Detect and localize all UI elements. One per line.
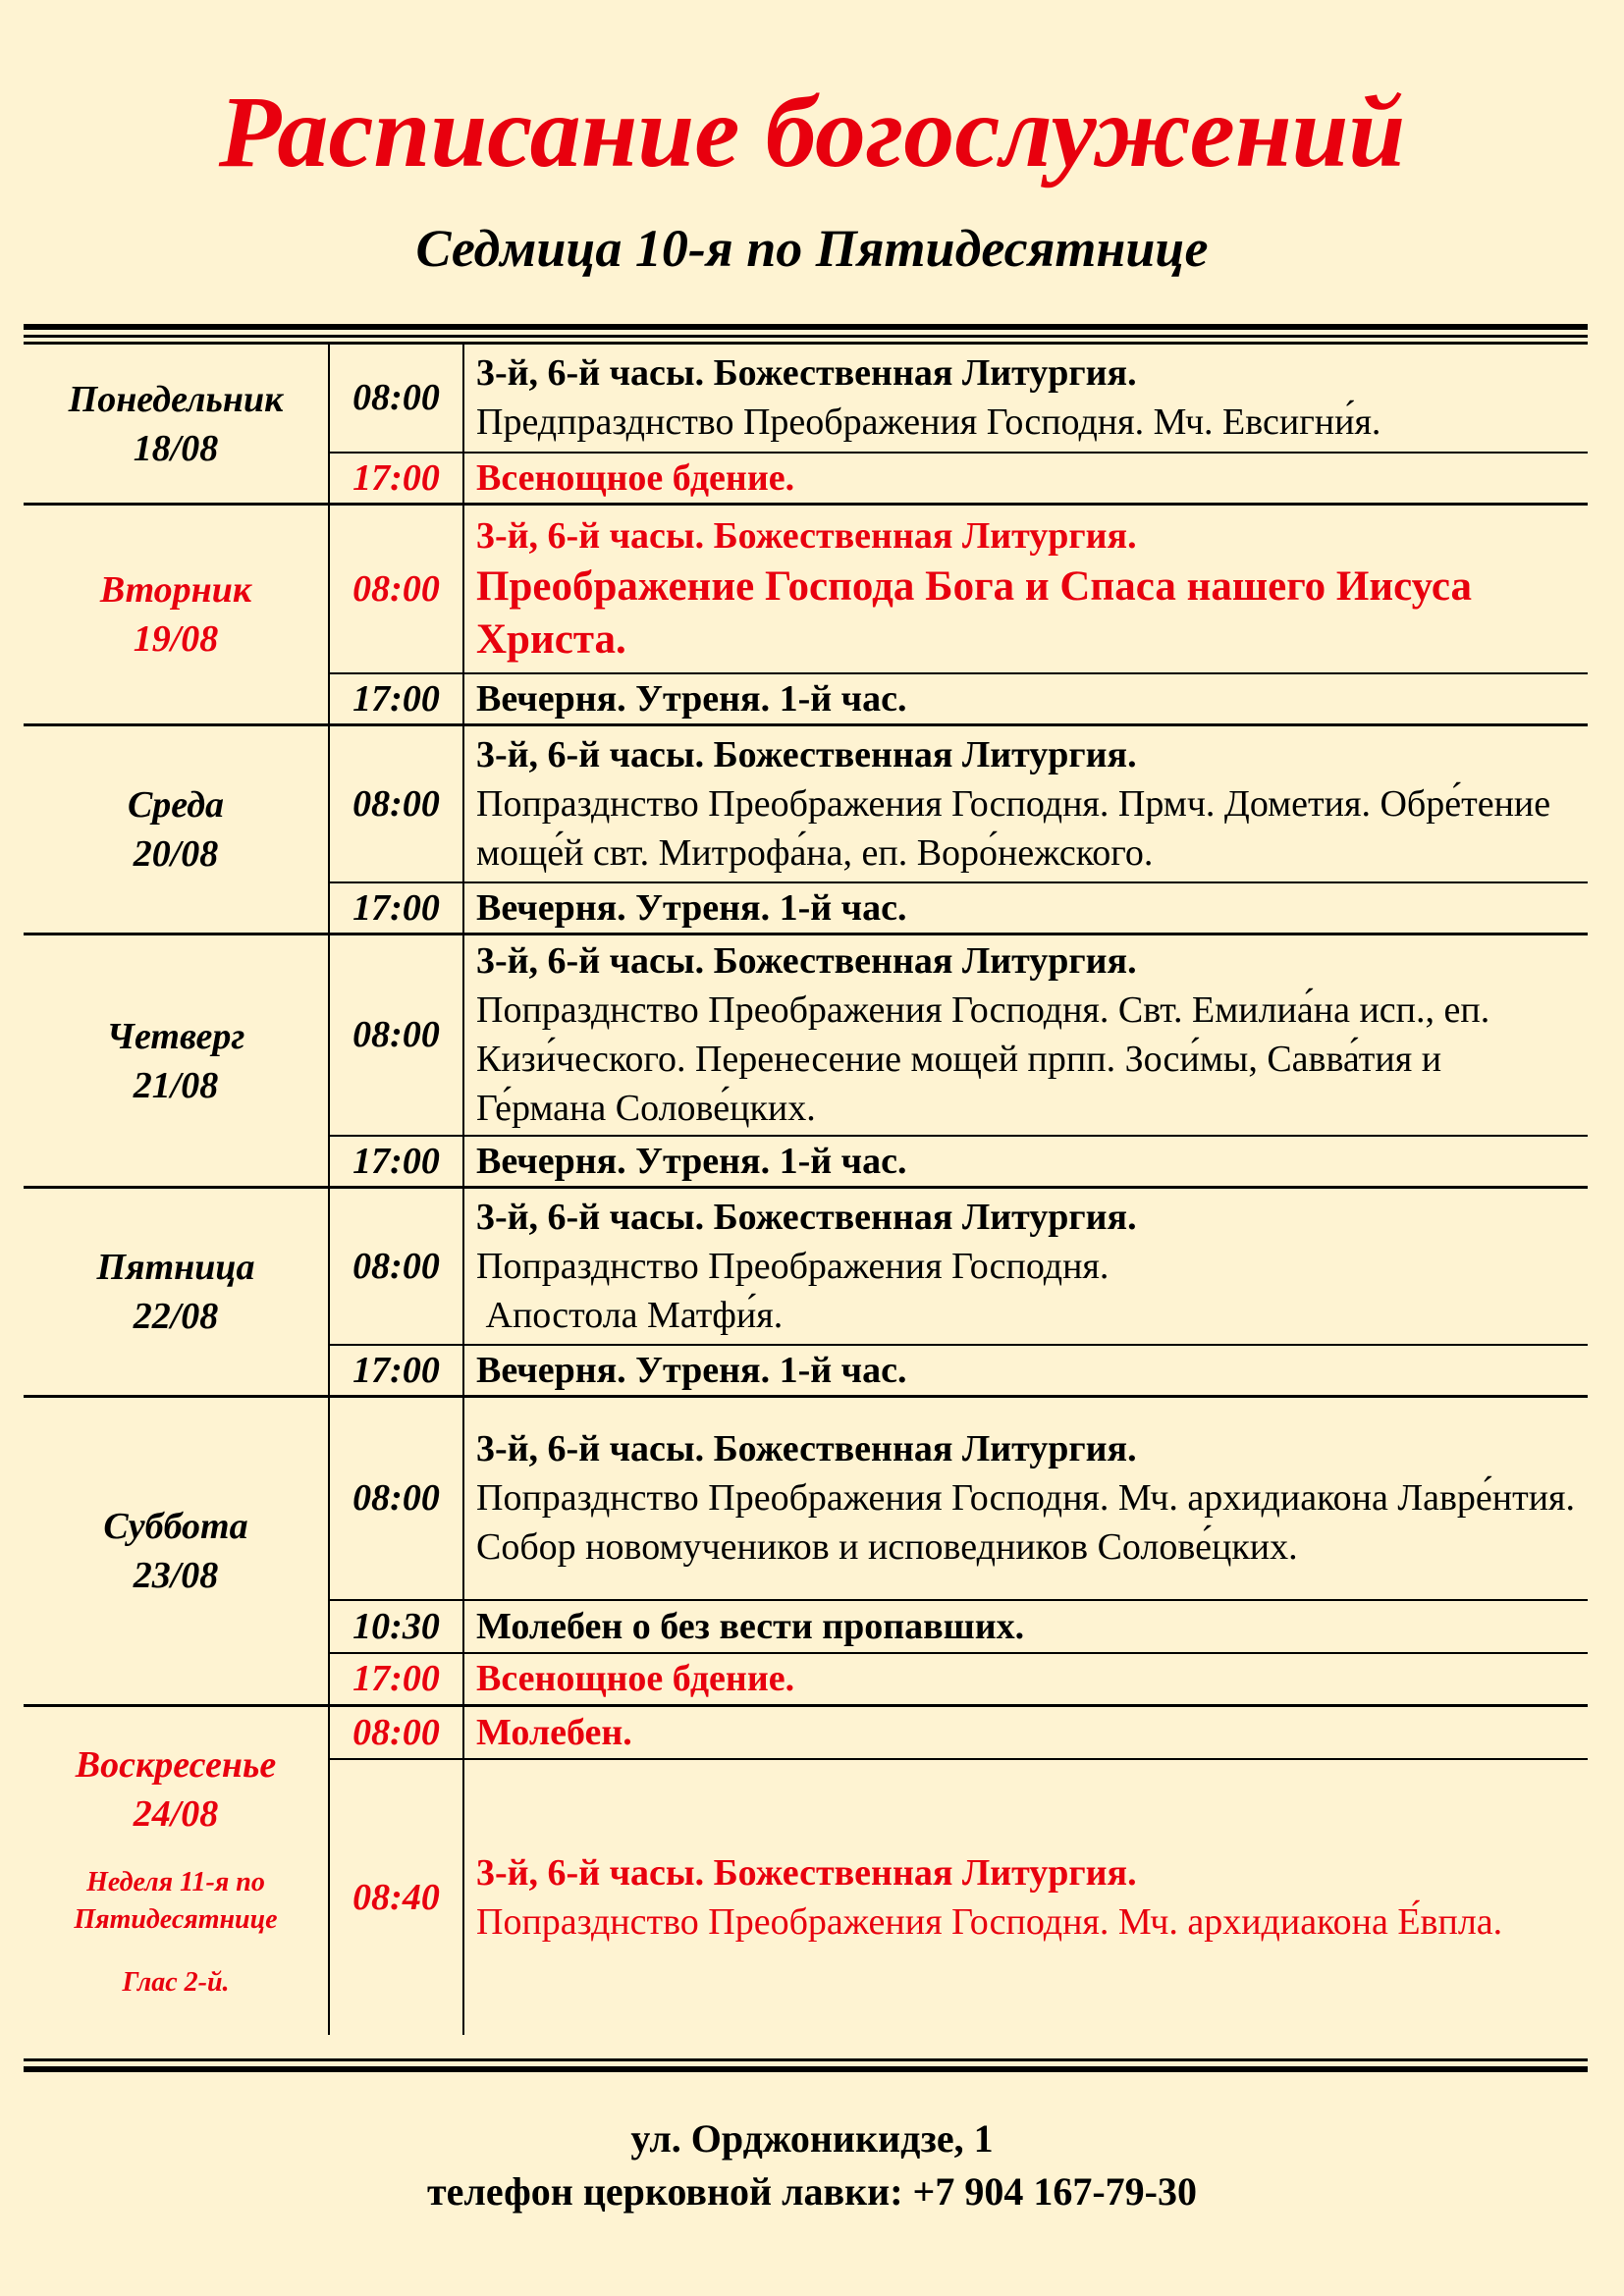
top-rule-thick [24,324,1588,330]
service-title: Молебен о без вести пропавших. [463,1600,1588,1653]
day-date: 19/08 [133,618,219,660]
spacer [24,1839,328,1864]
day-cell [24,505,329,725]
shop-phone: телефон церковной лавки: +7 904 167-79-30 [427,2169,1197,2214]
day-name: Четверг [106,1015,245,1057]
service-title: 3-й, 6-й часы. Божественная Литургия. [476,352,1137,395]
day-date: 24/08 [133,1792,219,1835]
day-name: Понедельник [68,378,284,420]
service-time: 17:00 [329,453,463,505]
day-name: Воскресенье [75,1743,277,1786]
service-description [463,1188,1588,1345]
table-row [24,1706,1588,1759]
service-title: 3-й, 6-й часы. Божественная Литургия. [476,1851,1137,1894]
service-time: 17:00 [329,1653,463,1706]
table-row [24,725,1588,882]
day-cell [24,1188,329,1397]
day-date: 20/08 [133,833,219,875]
service-description [463,725,1588,882]
service-text: Попразднство Преображения Господня. Прмч. Дометия. Обре́тение моще́й свт. Митрофа́на, еп. Воро́нежского. [476,782,1551,874]
service-title: 3-й, 6-й часы. Божественная Литургия. [476,940,1137,983]
service-title: 3-й, 6-й часы. Божественная Литургия. [476,733,1137,775]
service-title: Всенощное бдение. [463,1653,1588,1706]
service-text: Предпразднство Преображения Господня. Мч. Евсигни́я. [476,401,1381,444]
day-date: 18/08 [133,427,219,469]
feast-title: Преображение Господа Бога и Спаса нашего Иисуса Христа. [476,562,1472,663]
service-time: 08:40 [329,1759,463,2035]
service-text: Попразднство Преображения Господня. Мч. архидиакона Е́впла. [476,1900,1503,1943]
page-title: Расписание богослужений [218,76,1406,188]
service-title: Вечерня. Утреня. 1-й час. [463,882,1588,934]
service-description [463,505,1588,673]
service-time: 08:00 [329,344,463,453]
service-time: 08:00 [329,1397,463,1600]
service-text: Попразднство Преображения Господня. Мч. архидиакона Лавре́нтия. Собор новомучеников и исповедников Солове́цких. [476,1477,1576,1569]
bottom-rule-thick [24,2066,1588,2072]
service-text: Попразднство Преображения Господня. [476,1245,1110,1287]
table-row [24,505,1588,673]
service-time: 08:00 [329,725,463,882]
day-cell [24,1706,329,2035]
service-description [463,1397,1588,1600]
service-time: 08:00 [329,1706,463,1759]
day-cell [24,1397,329,1706]
service-time: 08:00 [329,1188,463,1345]
church-address: ул. Орджоникидзе, 1 [630,2116,994,2161]
bottom-rule-thin [24,2058,1588,2061]
service-description [463,934,1588,1136]
table-row [24,934,1588,1136]
service-description [463,344,1588,453]
service-text: Попразднство Преображения Господня. Свт. Емилиа́на исп., еп. Кизи́ческого. Перенесение мощей прпп. Зоси́мы, Савва́тия и Ге́рмана Солове́цких. [476,989,1490,1130]
day-tone: Глас 2-й. [122,1966,230,1998]
service-title: Вечерня. Утреня. 1-й час. [463,1345,1588,1397]
day-date: 21/08 [133,1064,219,1106]
day-note: Неделя 11-я по Пятидесятнице [74,1866,278,1935]
service-time: 10:30 [329,1600,463,1653]
service-time: 17:00 [329,882,463,934]
spacer [24,1939,328,1964]
service-title: 3-й, 6-й часы. Божественная Литургия. [476,514,1137,557]
table-row [24,1397,1588,1600]
service-time: 08:00 [329,934,463,1136]
service-time: 08:00 [329,505,463,673]
day-cell [24,344,329,505]
footer [0,2112,1624,2218]
day-cell [24,725,329,934]
service-title: 3-й, 6-й часы. Божественная Литургия. [476,1196,1137,1238]
service-time: 17:00 [329,1136,463,1188]
schedule-table [24,342,1588,2035]
service-time: 17:00 [329,673,463,725]
service-title: Всенощное бдение. [463,453,1588,505]
day-name: Среда [127,784,225,826]
service-time: 17:00 [329,1345,463,1397]
day-name: Вторник [99,569,252,611]
service-title: Вечерня. Утреня. 1-й час. [463,673,1588,725]
table-row [24,344,1588,453]
top-rule-thin [24,335,1588,338]
table-row [24,1188,1588,1345]
day-date: 23/08 [133,1555,219,1596]
service-title: Вечерня. Утреня. 1-й час. [463,1136,1588,1188]
service-title: Молебен. [463,1706,1588,1759]
day-date: 22/08 [133,1296,219,1337]
page-subtitle: Седмица 10-я по Пятидесятнице [415,219,1209,278]
day-name: Суббота [103,1506,248,1547]
service-title: 3-й, 6-й часы. Божественная Литургия. [476,1428,1137,1470]
day-cell [24,934,329,1188]
service-description [463,1759,1588,2035]
service-text-extra: Апостола Матфи́я. [476,1294,784,1336]
day-name: Пятница [96,1247,255,1288]
